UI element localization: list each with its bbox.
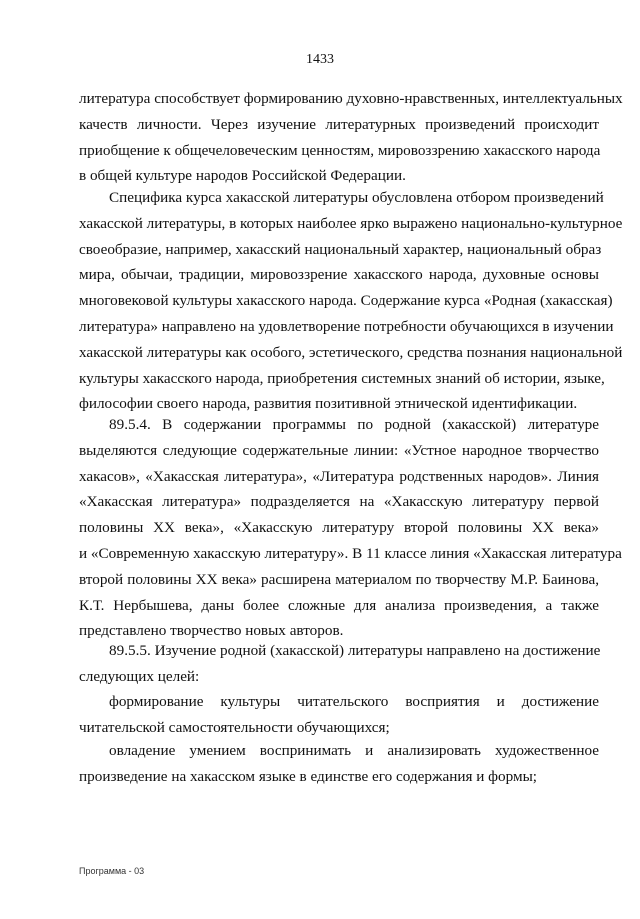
paragraph-3 xyxy=(79,412,622,644)
text-line: хакасов», «Хакасская литература», «Литература родственных народов». Линия xyxy=(79,467,599,485)
page-footer: Программа - 03 xyxy=(79,866,145,876)
text-line: хакасской литературы как особого, эстетического, средства познания национальной xyxy=(79,343,623,361)
text-line: представлено творчество новых авторов. xyxy=(79,622,344,640)
text-line: 89.5.4. В содержании программы по родной (хакасской) литературе xyxy=(109,416,599,433)
text-line: следующих целей: xyxy=(79,667,200,685)
text-line: своеобразие, например, хакасский национальный характер, национальный образ xyxy=(79,240,602,258)
paragraph-1 xyxy=(79,86,623,189)
text-line: читательской самостоятельности обучающихся; xyxy=(79,718,390,736)
text-line: произведение на хакасском языке в единстве его содержания и формы; xyxy=(79,767,538,785)
text-line: половины XX века», «Хакасскую литературу второй половины XX века» xyxy=(79,519,599,537)
text-line: философии своего народа, развития позитивной этнической идентификации. xyxy=(79,395,578,413)
text-line: приобщение к общечеловеческим ценностям, мировоззрению хакасского народа xyxy=(79,141,601,159)
text-line: культуры хакасского народа, приобретения системных знаний об истории, языке, xyxy=(79,369,605,387)
text-line: в общей культуре народов Российской Федерации. xyxy=(79,167,406,185)
paragraph-5 xyxy=(79,689,599,741)
text-line: литература» направлено на удовлетворение потребности обучающихся в изучении xyxy=(79,317,614,335)
text-line: формирование культуры читательского восприятия и достижение xyxy=(109,693,599,710)
text-line: литература способствует формированию духовно-нравственных, интеллектуальных xyxy=(79,90,623,107)
page-number: 1433 xyxy=(306,52,334,67)
text-line: выделяются следующие содержательные линии: «Устное народное творчество xyxy=(79,441,599,459)
text-line: 89.5.5. Изучение родной (хакасской) литературы направлено на достижение xyxy=(109,642,601,659)
paragraph-6 xyxy=(79,738,599,790)
text-line: мира, обычаи, традиции, мировоззрение хакасского народа, духовные основы xyxy=(79,266,599,284)
text-line: К.Т. Нербышева, даны более сложные для анализа произведения, а также xyxy=(79,596,599,614)
text-line: «Хакасская литература» подразделяется на «Хакасскую литературу первой xyxy=(79,493,599,511)
text-line: второй половины XX века» расширена материалом по творчеству М.Р. Баинова, xyxy=(79,570,599,588)
text-line: многовековой культуры хакасского народа. Содержание курса «Родная (хакасская) xyxy=(79,292,613,310)
paragraph-2 xyxy=(79,185,623,417)
text-line: хакасской литературы, в которых наиболее ярко выражено национально-культурное xyxy=(79,214,623,232)
text-line: качеств личности. Через изучение литературных произведений происходит xyxy=(79,115,599,133)
text-line: и «Современную хакасскую литературу». В 11 классе линия «Хакасская литература xyxy=(79,544,622,562)
text-line: овладение умением воспринимать и анализировать художественное xyxy=(109,742,599,759)
text-line: Специфика курса хакасской литературы обусловлена отбором произведений xyxy=(109,189,604,206)
paragraph-4 xyxy=(79,638,599,690)
